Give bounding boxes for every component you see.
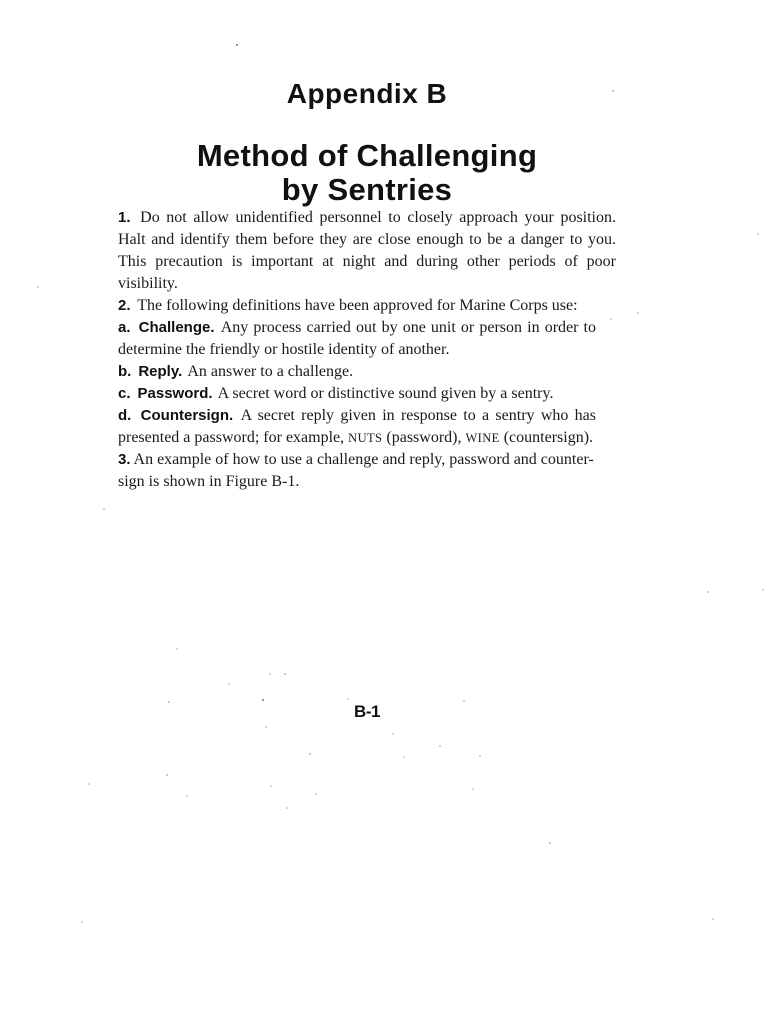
- scan-speckle: [392, 733, 394, 735]
- document-title: [118, 139, 616, 207]
- definition-password: [118, 383, 596, 405]
- definition-challenge-text: Any process carried out by one unit or person in order to determine the friendly or hostile identity of another.: [118, 319, 597, 358]
- appendix-heading: Appendix B: [286, 78, 448, 109]
- scan-speckle: [166, 774, 168, 776]
- scan-speckle: [286, 807, 288, 809]
- scan-speckle: [103, 508, 105, 510]
- document-title-line2: by Sentries: [281, 172, 453, 207]
- definition-countersign-text-before: A secret reply given in response to a sentry who has presented a password; for example,: [118, 407, 597, 446]
- definition-countersign-term: Countersign.: [140, 407, 234, 424]
- scan-speckle: [472, 788, 474, 790]
- password-example-word: NUTS: [348, 431, 383, 445]
- definition-countersign-text-middle: (password),: [386, 429, 462, 446]
- scan-speckle: [707, 591, 709, 593]
- scan-speckle: [265, 726, 267, 728]
- document-content: [118, 0, 616, 723]
- scan-speckle: [315, 793, 317, 795]
- countersign-example-word: WINE: [465, 431, 500, 445]
- paragraph-2-text: The following definitions have been approved for Marine Corps use:: [137, 297, 578, 314]
- definition-password-term: Password.: [137, 385, 213, 402]
- scan-speckle: [762, 589, 764, 591]
- scan-speckle: [712, 918, 714, 920]
- definition-countersign-text-after: (countersign).: [503, 429, 594, 446]
- paragraph-3-line2: sign is shown in Figure B-1.: [118, 473, 300, 490]
- scan-speckle: [757, 233, 759, 235]
- definition-reply-term: Reply.: [138, 363, 183, 380]
- definition-reply-letter: b.: [118, 363, 132, 380]
- paragraph-2: [118, 295, 616, 317]
- paragraph-1: [118, 207, 616, 295]
- document-title-line1: Method of Challenging: [196, 138, 538, 173]
- definition-password-text: A secret word or distinctive sound given by a sentry.: [217, 385, 554, 402]
- paragraph-2-number: 2.: [118, 297, 131, 314]
- scan-speckle: [270, 785, 272, 787]
- scan-speckle: [309, 753, 311, 755]
- paragraph-3-line1: An example of how to use a challenge and reply, password and counter-: [133, 451, 594, 468]
- scan-speckle: [37, 286, 39, 288]
- paragraph-1-number: 1.: [118, 209, 131, 226]
- paragraph-1-text: Do not allow unidentified personnel to closely approach your position. Halt and identify them before they are close enough to be a danger to you. This precaution is important at night and during other periods of poor visibility.: [118, 209, 617, 292]
- definition-reply: [118, 361, 596, 383]
- definition-challenge: [118, 317, 596, 361]
- scan-speckle: [81, 921, 83, 923]
- scan-speckle: [549, 842, 551, 844]
- scan-speckle: [186, 795, 188, 797]
- definition-challenge-letter: a.: [118, 319, 131, 336]
- definition-countersign: [118, 405, 596, 449]
- definition-password-letter: c.: [118, 385, 131, 402]
- paragraph-3-number: 3.: [118, 451, 131, 468]
- scan-speckle: [637, 312, 639, 314]
- definition-challenge-term: Challenge.: [138, 319, 215, 336]
- scan-speckle: [479, 755, 481, 757]
- scan-speckle: [88, 783, 90, 785]
- scan-speckle: [403, 756, 405, 758]
- page-number: B-1: [354, 702, 380, 721]
- paragraph-3: [118, 449, 616, 493]
- scan-speckle: [439, 745, 441, 747]
- definition-countersign-letter: d.: [118, 407, 132, 424]
- definition-reply-text: An answer to a challenge.: [187, 363, 354, 380]
